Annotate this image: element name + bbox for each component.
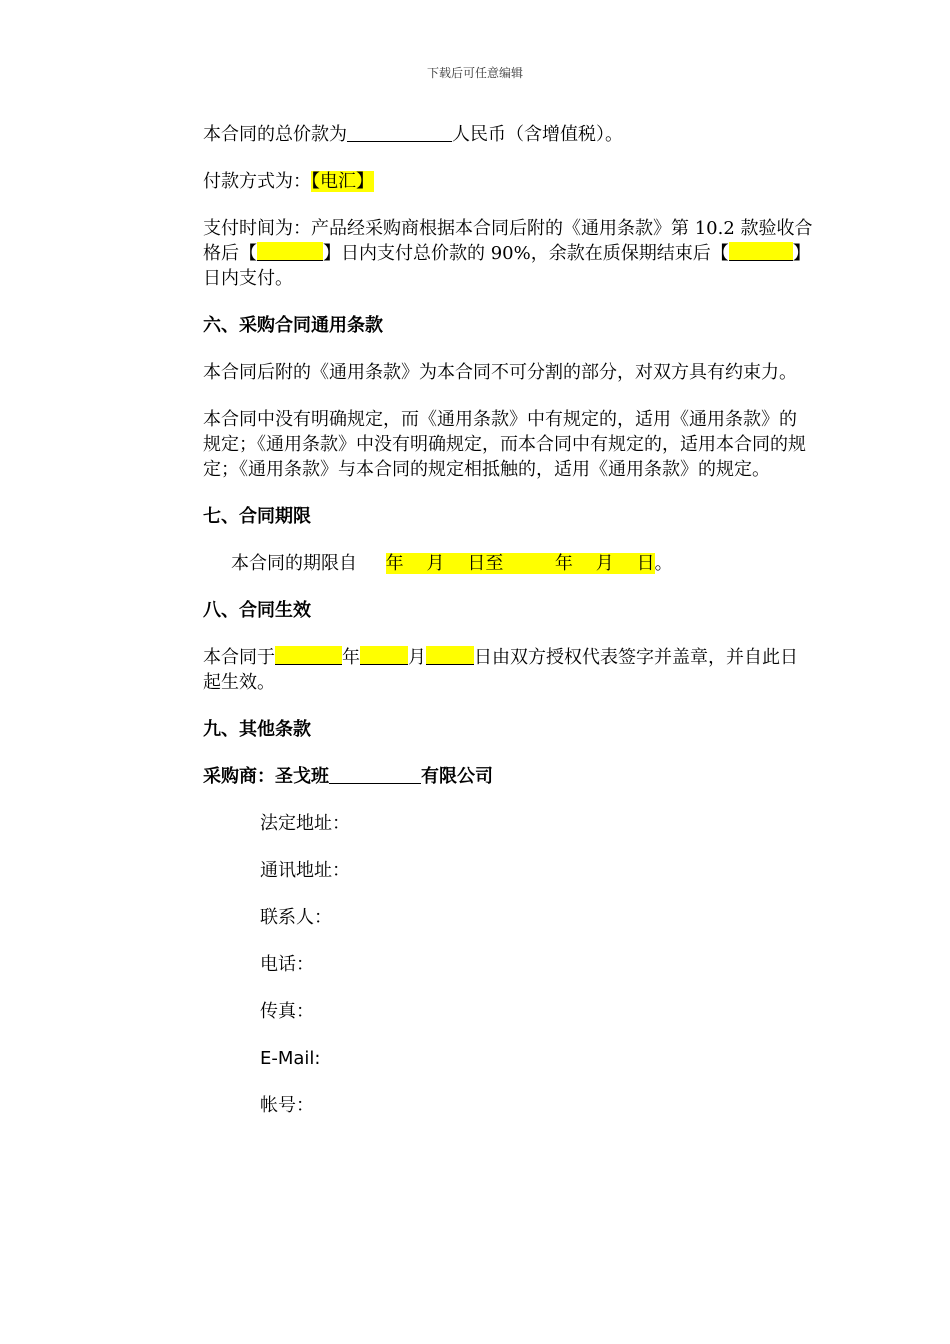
field-email: E-Mail: [260,1048,321,1069]
period-label: 本合同的期限自 [231,553,357,574]
section-7-paragraph [203,551,813,576]
month-blank [360,646,408,665]
section-9-title: 九、其他条款 [203,719,311,740]
payment-time-text: 支付时间为：产品经采购商根据本合同后附的《通用条款》第 10.2 款验收合格后 [203,218,813,264]
field-fax: 传真： [260,1001,314,1022]
section-8-title: 八、合同生效 [203,600,311,621]
payment-method-label: 付款方式为： [203,171,311,192]
effective-text: 日由双方授权代表签字并盖章，并自此日起生效。 [203,647,798,693]
section-6-title: 六、采购合同通用条款 [203,315,383,336]
period-suffix: 。 [654,553,673,574]
section-6-p1: 本合同后附的《通用条款》为本合同不可分割的部分，对双方具有约束力。 [203,362,797,383]
section-6-p2: 本合同中没有明确规定，而《通用条款》中有规定的，适用《通用条款》的规定；《通用条款》中没有明确规定，而本合同中有规定的，适用本合同的规定；《通用条款》与本合同的规定相抵触的，适用《通用条款》的规定。 [203,409,806,480]
period-value: 年 月 日至 年 月 日 [385,553,655,574]
payment-time-text-2: 】日内支付总价款的 90%，余款在质保期结束后 [323,243,711,264]
payment-method-paragraph [203,169,813,194]
payment-time-paragraph [203,216,813,291]
bracket-open: 【 [239,243,257,264]
days-blank-1 [257,242,323,261]
field-mailing-address: 通讯地址： [260,860,350,881]
day-blank [426,646,474,665]
price-blank [347,123,452,142]
year-label: 年 [342,647,360,668]
field-account: 帐号： [260,1095,314,1116]
month-label: 月 [408,647,426,668]
effective-label: 本合同于 [203,647,275,668]
page-header: 下载后可任意编辑 [426,66,523,80]
field-phone: 电话： [260,954,314,975]
price-suffix: 人民币（含增值税）。 [452,124,623,145]
buyer-suffix: 有限公司 [421,766,493,787]
payment-method-value: 【电汇】 [311,171,374,192]
section-7-title: 七、合同期限 [203,506,311,527]
field-contact-person: 联系人： [260,907,332,928]
price-paragraph [203,122,813,147]
payment-time-text-3: 】日内支付。 [203,243,811,289]
buyer-label: 采购商：圣戈班 [203,766,329,787]
price-label: 本合同的总价款为 [203,124,347,145]
days-blank-2b [739,242,793,261]
buyer-name-blank [329,765,421,784]
buyer-line [203,764,813,789]
bracket-open-2: 【 [710,243,729,264]
document-body [203,122,813,1140]
section-8-paragraph [203,645,813,695]
field-legal-address: 法定地址： [260,813,350,834]
year-blank [275,646,342,665]
days-blank-2a [729,242,739,261]
